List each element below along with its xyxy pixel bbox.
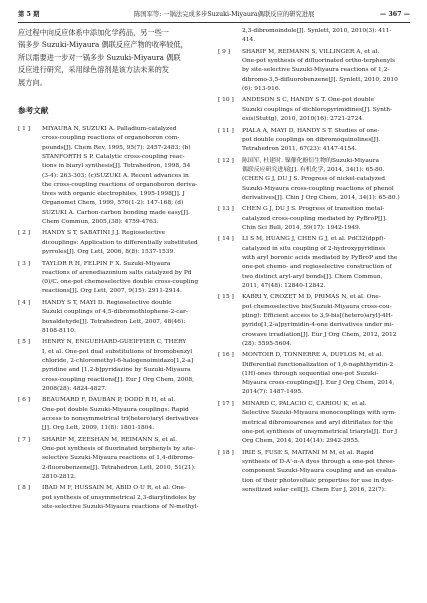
issue-label: 第 5 期 bbox=[18, 11, 40, 18]
left-column bbox=[18, 27, 207, 514]
reference-line: 8108-8110. bbox=[42, 327, 76, 334]
reference-line: Suzuki-Miyaura cross-coupling reactions of phenol bbox=[242, 185, 394, 192]
reference-line: pot double couplings on dibromoquinolines[J]. bbox=[242, 136, 381, 143]
reference-line: Chem Commun, 2005,(38): 4759-4763. bbox=[42, 219, 159, 225]
reference-entry bbox=[18, 260, 207, 297]
reference-line: (1H)-ones through sequential one-pot Suzuki- bbox=[242, 370, 379, 377]
reference-line: pot synthesis of unsymmetrical 2,3-diarylindoles by bbox=[42, 494, 196, 501]
reference-entry bbox=[218, 48, 410, 94]
reference-entry bbox=[18, 338, 207, 394]
reference-number: [ 6 ] bbox=[18, 397, 31, 404]
reference-line: reactions of arenediazonium salts catalyzed by Pd bbox=[42, 269, 192, 276]
reference-line: pot chemoselective bis(Suzuki-Miyaura cross-cou- bbox=[242, 303, 392, 310]
reference-line: One-pot synthesis of difluorinated ortho-terphenyls bbox=[242, 58, 396, 65]
reference-line: Differential functionalization of 1,6-naphthyridin-2 bbox=[242, 361, 394, 368]
reference-line: CHEN G J, DU J S. Progress of transition metal- bbox=[242, 206, 385, 213]
reference-line: (28): 5595-5604. bbox=[242, 340, 292, 347]
reference-number: [ 12 ] bbox=[218, 157, 234, 164]
reference-line: two distinct aryl-aryl bonds[J]. Chem Commun, bbox=[242, 273, 383, 280]
reference-line: 2011, 47(48): 12840-12842. bbox=[242, 282, 326, 289]
reference-line: HANDY S T, MAYI D. Regioselective double bbox=[42, 299, 172, 306]
reference-number: [ 2 ] bbox=[18, 230, 31, 237]
reference-number: [ 9 ] bbox=[218, 48, 231, 55]
reference-line: Organomet Chem, 1999, 576(1-2): 147-168; (d) bbox=[42, 200, 184, 207]
reference-entry bbox=[18, 229, 207, 257]
reference-line: 2-fluorobenzene[J]. Tetrahedron Lett, 2010, 51(21): bbox=[42, 464, 196, 471]
reference-line: site-selective Suzuki-Miyaura reactions of N-methyl- bbox=[42, 503, 199, 510]
body-text-line: 应过程中向反应体系中添加化学药品，另一些一 bbox=[18, 28, 169, 37]
reference-line: 414. bbox=[242, 37, 256, 44]
reference-line: Suzuki couplings of dichloropyrimidines[J]. Synth- bbox=[242, 106, 393, 113]
reference-line: Suzuki couplings of 4,5-dibromothiophene-2-car- bbox=[42, 309, 188, 316]
reference-line: boxaldehyde[J]. Tetrahedron Lett, 2007, 48(46): bbox=[42, 318, 186, 325]
reference-line: metrical dibromoarenes and aryl ditriflates for the bbox=[242, 419, 393, 426]
reference-number: [ 3 ] bbox=[18, 260, 31, 267]
body-text-line: 锅多步 Suzuki-Miyaura 偶联反应产物的收率较低， bbox=[18, 40, 188, 50]
reference-line: 2,3-dibromoindole[J]. Synlett, 2010, 2010(3): 411- bbox=[242, 28, 392, 34]
reference-line: pyrido[1,2-a]pyrimidin-4-one derivatives under mi- bbox=[242, 322, 394, 329]
reference-line: access to nonsymmetrical tri(hetero)aryl derivatives bbox=[42, 415, 199, 422]
reference-line: catalyzed in situ coupling of 2-hydroxypyridines bbox=[242, 245, 386, 252]
reference-line: pyrroles[J]. Org Lett, 2006, 8(8): 1537-1539. bbox=[42, 249, 176, 256]
reference-line: reactions[J]. Org Lett, 2007, 9(15): 2911-2914. bbox=[42, 288, 182, 295]
reference-line: one-pot chemo- and regioselective construction of bbox=[242, 264, 392, 271]
reference-entry bbox=[218, 293, 410, 349]
reference-line: Chin Sci Bull, 2014, 59(17): 1942-1949. bbox=[242, 224, 361, 231]
reference-line: selective Suzuki-Miyaura reactions of 1,4-dibromo- bbox=[42, 455, 195, 462]
reference-line: tion of their photovoltaic properties for use in dye- bbox=[242, 477, 394, 484]
reference-entry bbox=[218, 351, 410, 397]
running-title: 陈国军等: 一锅法完成多步Suzuki-Miyaura偶联反应的研究进展 bbox=[134, 11, 315, 18]
reference-line: (CHEN G J, DU J S. Progress of nickel-catalyzed bbox=[242, 176, 386, 183]
body-text-line: 所以需要进一步对一锅多步 Suzuki-Miyaura 偶联 bbox=[18, 52, 181, 62]
reference-line: cross-coupling reactions of organoboron com- bbox=[42, 135, 180, 142]
reference-line: dibromo-3,5-difluorobenzene[J]. Synlett, 2010, 2010 bbox=[242, 76, 398, 83]
reference-number: [ 14 ] bbox=[218, 236, 234, 243]
reference-line: [J]. Org Lett, 2009, 11(8): 1801-1804. bbox=[42, 425, 155, 432]
reference-number: [ 15 ] bbox=[218, 294, 234, 301]
reference-line: 陈国军, 杜建时. 镍催化酚衍生物的Suzuki-Miyaura bbox=[242, 157, 380, 164]
reference-line: Miyaura cross-couplings[J]. Eur J Org Chem, 2014, bbox=[242, 380, 395, 387]
reference-line: HANDY S T, SABATINI J J. Regioselective bbox=[42, 230, 166, 237]
reference-line: IRIE S, FUSE S, MAITANI M M, et al. Rapid bbox=[242, 449, 374, 456]
reference-entry bbox=[18, 396, 207, 433]
reference-line: esis(Stuttg), 2010, 2010(16): 2721-2724. bbox=[242, 116, 364, 123]
reference-number: [ 4 ] bbox=[18, 299, 31, 306]
reference-line: MIYAURA N, SUZUKI A. Palladium-catalyzed bbox=[42, 126, 177, 133]
reference-entry bbox=[18, 484, 207, 512]
reference-entry bbox=[218, 127, 410, 155]
reference-line: STANFORTH S P. Catalytic cross-coupling reac- bbox=[42, 153, 185, 160]
reference-entry bbox=[18, 299, 207, 336]
right-column bbox=[218, 27, 410, 497]
reference-line: 偶联反应研究进展[J]. 有机化学, 2014, 34(1): 65-80. bbox=[242, 166, 385, 173]
reference-line: 2008(28): 4824-4827. bbox=[42, 385, 107, 392]
reference-number: [ 10 ] bbox=[218, 97, 234, 104]
reference-entry bbox=[218, 157, 410, 203]
reference-line: PIALA A, MAYI D, HANDY S T. Studies of one- bbox=[242, 127, 380, 134]
reference-entry bbox=[218, 27, 410, 46]
reference-number: [ 1 ] bbox=[18, 126, 31, 133]
references-heading: 参考文献 bbox=[18, 106, 49, 116]
reference-entry bbox=[18, 125, 207, 227]
reference-entry bbox=[218, 235, 410, 291]
reference-line: BEAUMARD F, DAUBAN P, DODD R H, et al. bbox=[42, 397, 176, 404]
page-number: — 367 — bbox=[379, 11, 410, 18]
running-header bbox=[18, 9, 410, 21]
reference-line: by site-selective Suzuki-Miyaura reactions of 1,2- bbox=[242, 67, 390, 74]
reference-line: Selective Suzuki-Miyaura monocouplings with sym- bbox=[242, 410, 397, 417]
reference-line: crowave irradiation[J]. Eur J Org Chem, 2012, 2012 bbox=[242, 331, 397, 338]
reference-line: One-pot double Suzuki-Miyaura couplings: Rapid bbox=[42, 406, 189, 413]
reference-number: [ 13 ] bbox=[218, 206, 234, 213]
reference-line: SHARIF M, ZEESHAN M, REIMANN S, et al. bbox=[42, 436, 177, 443]
reference-line: pling): Efficient access to 3,9-bis[(hetero)aryl]-4H- bbox=[242, 312, 393, 319]
reference-list-right bbox=[218, 27, 410, 495]
reference-line: MONTOIR D, TONNERRE A, DUFLOS M, et al. bbox=[242, 352, 384, 359]
reference-entry bbox=[218, 449, 410, 495]
reference-line: MINARD C, PALACIO C, CARIOU K, et al. bbox=[242, 400, 367, 407]
reference-line: KABRI Y, CROZET M D, PRIMAS N, et al. One- bbox=[242, 294, 381, 301]
reference-line: 2014(7): 1487-1495. bbox=[242, 389, 304, 396]
header-rule bbox=[18, 22, 410, 23]
reference-line: (3-4): 263-303; (c)SUZUKI A. Recent advances in bbox=[42, 172, 189, 179]
reference-number: [ 17 ] bbox=[218, 400, 234, 407]
reference-list-left bbox=[18, 125, 207, 512]
reference-line: with aryl boronic acids mediated by PyBroP and the bbox=[242, 254, 398, 261]
reference-line: pyridine and [1,2-b]pyridazine by Suzuki-Miyaura bbox=[42, 367, 191, 374]
reference-line: derivatives[J]. Chin J Org Chem, 2014, 34(1): 65-80.) bbox=[242, 194, 400, 201]
reference-line: IBAD M F, HUSSAIN M, ABID O U R, et al. One- bbox=[42, 485, 186, 492]
reference-line: one-pot synthesis of unsymmetrical triaryls[J]. Eur J bbox=[242, 428, 398, 435]
reference-line: (6): 913-916. bbox=[242, 85, 281, 92]
reference-line: LI S M, HUANG J, CHEN G J, et al. PdCl2(dppf)- bbox=[242, 236, 386, 243]
reference-entry bbox=[218, 205, 410, 233]
reference-line: synthesis of D-A'-π-A dyes through a one-pot three- bbox=[242, 458, 395, 465]
reference-line: component Suzuki-Miyaura coupling and an evalua- bbox=[242, 468, 398, 475]
reference-line: TAYLOR R H, FELPIN F X. Suzuki-Miyaura bbox=[42, 260, 171, 267]
reference-line: tions in biaryl synthesis[J]. Tetrahedron, 1998, 54 bbox=[42, 163, 191, 170]
reference-line: chloride, 2-chloromethyl-6-halogenoimidazo[1,2-a] bbox=[42, 357, 194, 364]
reference-line: I, et al. One-pot dual substitutions of bromobenzyl bbox=[42, 348, 193, 355]
reference-line: SHARIF M, REIMANN S, VILLINGER A, et al. bbox=[242, 48, 380, 55]
reference-line: catalyzed cross-coupling mediated by PyBroP[J]. bbox=[242, 215, 387, 222]
reference-line: Org Chem, 2014, 2014(14): 2942-2955. bbox=[242, 438, 360, 445]
reference-line: the cross-coupling reactions of organoboron deriva- bbox=[42, 181, 198, 188]
reference-number: [ 8 ] bbox=[18, 485, 31, 492]
reference-line: SUZUKI A. Carbon-carbon bonding made easy[J]. bbox=[42, 209, 190, 216]
reference-number: [ 11 ] bbox=[218, 127, 234, 134]
reference-line: One-pot synthesis of fluorinated terphenyls by site- bbox=[42, 445, 195, 452]
reference-line: ANDESON S C, HANDY S T. One-pot double bbox=[242, 97, 374, 104]
reference-entry bbox=[218, 400, 410, 446]
reference-entry bbox=[18, 436, 207, 482]
body-paragraph bbox=[18, 27, 207, 89]
reference-line: HENRY N, ENGUEHARD-GUEIFFIER C, THERY bbox=[42, 339, 187, 346]
reference-number: [ 18 ] bbox=[218, 449, 234, 456]
body-text-line: 反应进行研究，采用绿色溶剂是该方法未来的发 bbox=[18, 65, 169, 75]
body-text-line: 展方向。 bbox=[18, 77, 47, 87]
reference-line: sensitized solar cell[J]. Chem Eur J, 2016, 22(7): bbox=[242, 486, 386, 493]
reference-number: [ 16 ] bbox=[218, 352, 234, 359]
reference-number: [ 5 ] bbox=[18, 339, 31, 346]
reference-line: (0)/C. one-pot chemoselective double cross-coupling bbox=[42, 279, 199, 286]
reference-line: dicouplings: Application to differentially substituted bbox=[42, 239, 198, 246]
reference-line: 2810-2812. bbox=[42, 473, 76, 480]
reference-line: Tetrahedron 2011, 67(23): 4147-4154. bbox=[242, 146, 357, 153]
reference-line: tives with organic electrophiles, 1995-1998[J]. J bbox=[42, 191, 185, 198]
reference-number: [ 7 ] bbox=[18, 436, 31, 443]
reference-line: cross-coupling reactions[J]. Eur J Org Chem, 2008, bbox=[42, 376, 195, 383]
reference-line: pounds[J]. Chem Rev, 1995, 95(7): 2457-2483; (b) bbox=[42, 144, 191, 151]
reference-entry bbox=[218, 96, 410, 124]
